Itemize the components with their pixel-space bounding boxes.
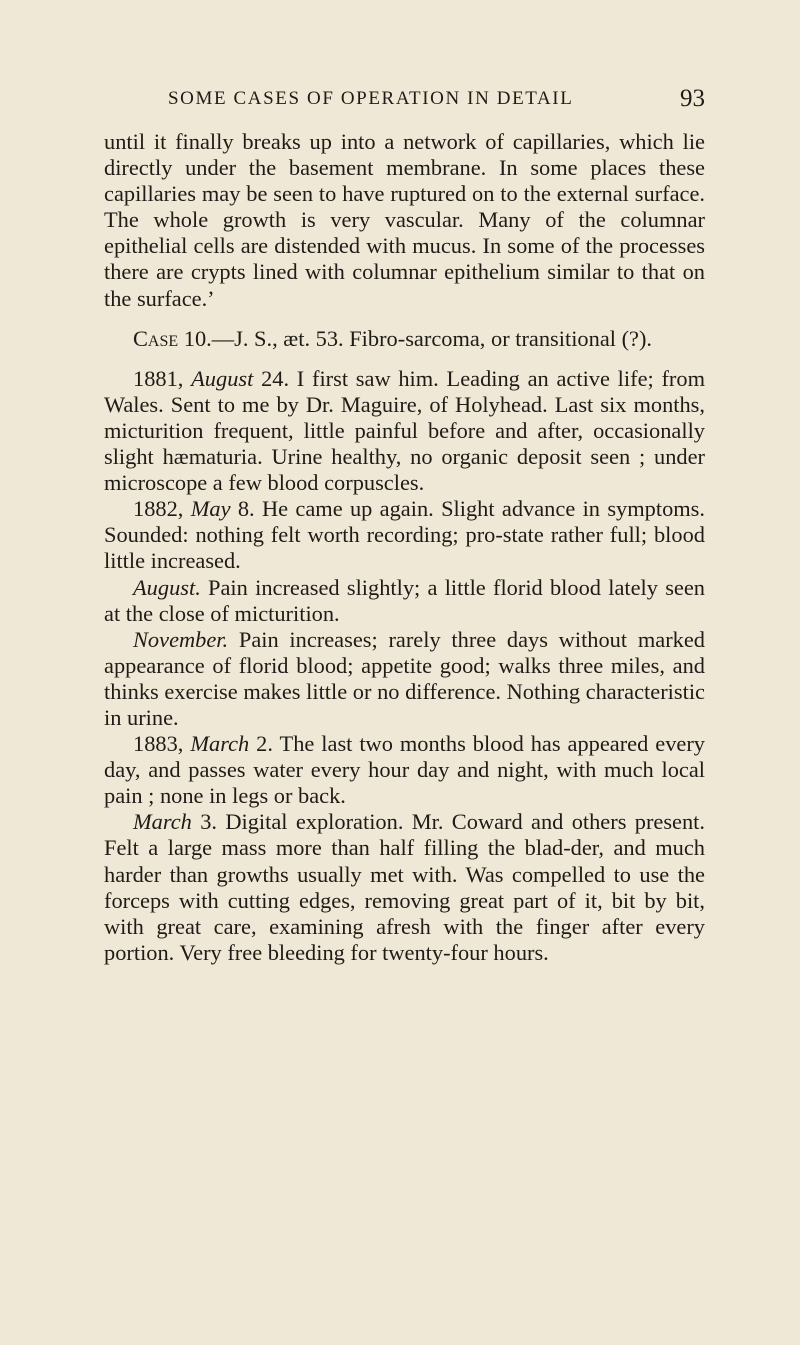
entry-date: March xyxy=(133,809,192,835)
entry-year: 1881, xyxy=(133,365,192,391)
paragraph-continuation xyxy=(104,129,705,312)
entry-paragraph xyxy=(104,809,705,966)
entry-date: May xyxy=(190,496,231,522)
entry-date: November. xyxy=(133,626,229,652)
entry-text: 8. He came up again. Slight advance in symptoms. Sounded: nothing felt worth recording; pro-state rather full; blood little increased. xyxy=(104,496,705,574)
entry-text: 2. The last two months blood has appeared every day, and passes water every hour day and night, with much local pain ; none in legs or back. xyxy=(104,731,705,809)
entry-paragraph xyxy=(104,496,705,574)
case-description: —J. S., æt. 53. Fibro-sarcoma, or transitional (?). xyxy=(211,325,653,351)
paragraph-text: until it finally breaks up into a network of capillaries, which lie directly under the basement membrane. In some places these capillaries may be seen to have ruptured on to the external surface. The whole growth is very vascular. Many of the columnar epithelial cells are distended with mucus. In some of the processes there are crypts lined with columnar epithelium similar to that on the surface.’ xyxy=(104,129,705,311)
entry-text: Pain increases; rarely three days without marked appearance of florid blood; appetite good; walks three miles, and thinks exercise makes little or no difference. Nothing characteristic in urine. xyxy=(104,626,705,730)
entry-date: March xyxy=(190,731,250,757)
entry-date: August. xyxy=(133,574,201,600)
entry-paragraph xyxy=(104,627,705,731)
entry-text: 24. I first saw him. Leading an active life; from Wales. Sent to me by Dr. Maguire, of Holyhead. Last six months, micturition frequent, little painful before and after, occasionally slight hæmaturia. Urine healthy, no organic deposit seen ; under microscope a few blood corpuscles. xyxy=(104,365,705,496)
entry-text: 3. Digital exploration. Mr. Coward and others present. Felt a large mass more than half filling the blad-der, and much harder than growths usually met with. Was compelled to use the forceps with cutting edges, removing great part of it, bit by bit, with great care, examining afresh with the finger after every portion. Very free bleeding for twenty-four hours. xyxy=(104,809,705,965)
entry-year: 1882, xyxy=(133,496,191,522)
running-title: SOME CASES OF OPERATION IN DETAIL xyxy=(168,88,574,109)
body-text xyxy=(104,129,705,966)
entry-text: Pain increased slightly; a little florid blood lately seen at the close of micturition. xyxy=(104,574,705,626)
case-label: Case 10. xyxy=(133,325,212,351)
entry-paragraph xyxy=(104,731,705,809)
page-number: 93 xyxy=(680,85,705,112)
entry-paragraph xyxy=(104,575,705,627)
entry-date: August xyxy=(191,365,254,391)
entry-year: 1883, xyxy=(133,731,191,757)
entry-paragraph xyxy=(104,366,705,496)
running-head xyxy=(104,84,705,114)
case-heading xyxy=(104,326,705,352)
